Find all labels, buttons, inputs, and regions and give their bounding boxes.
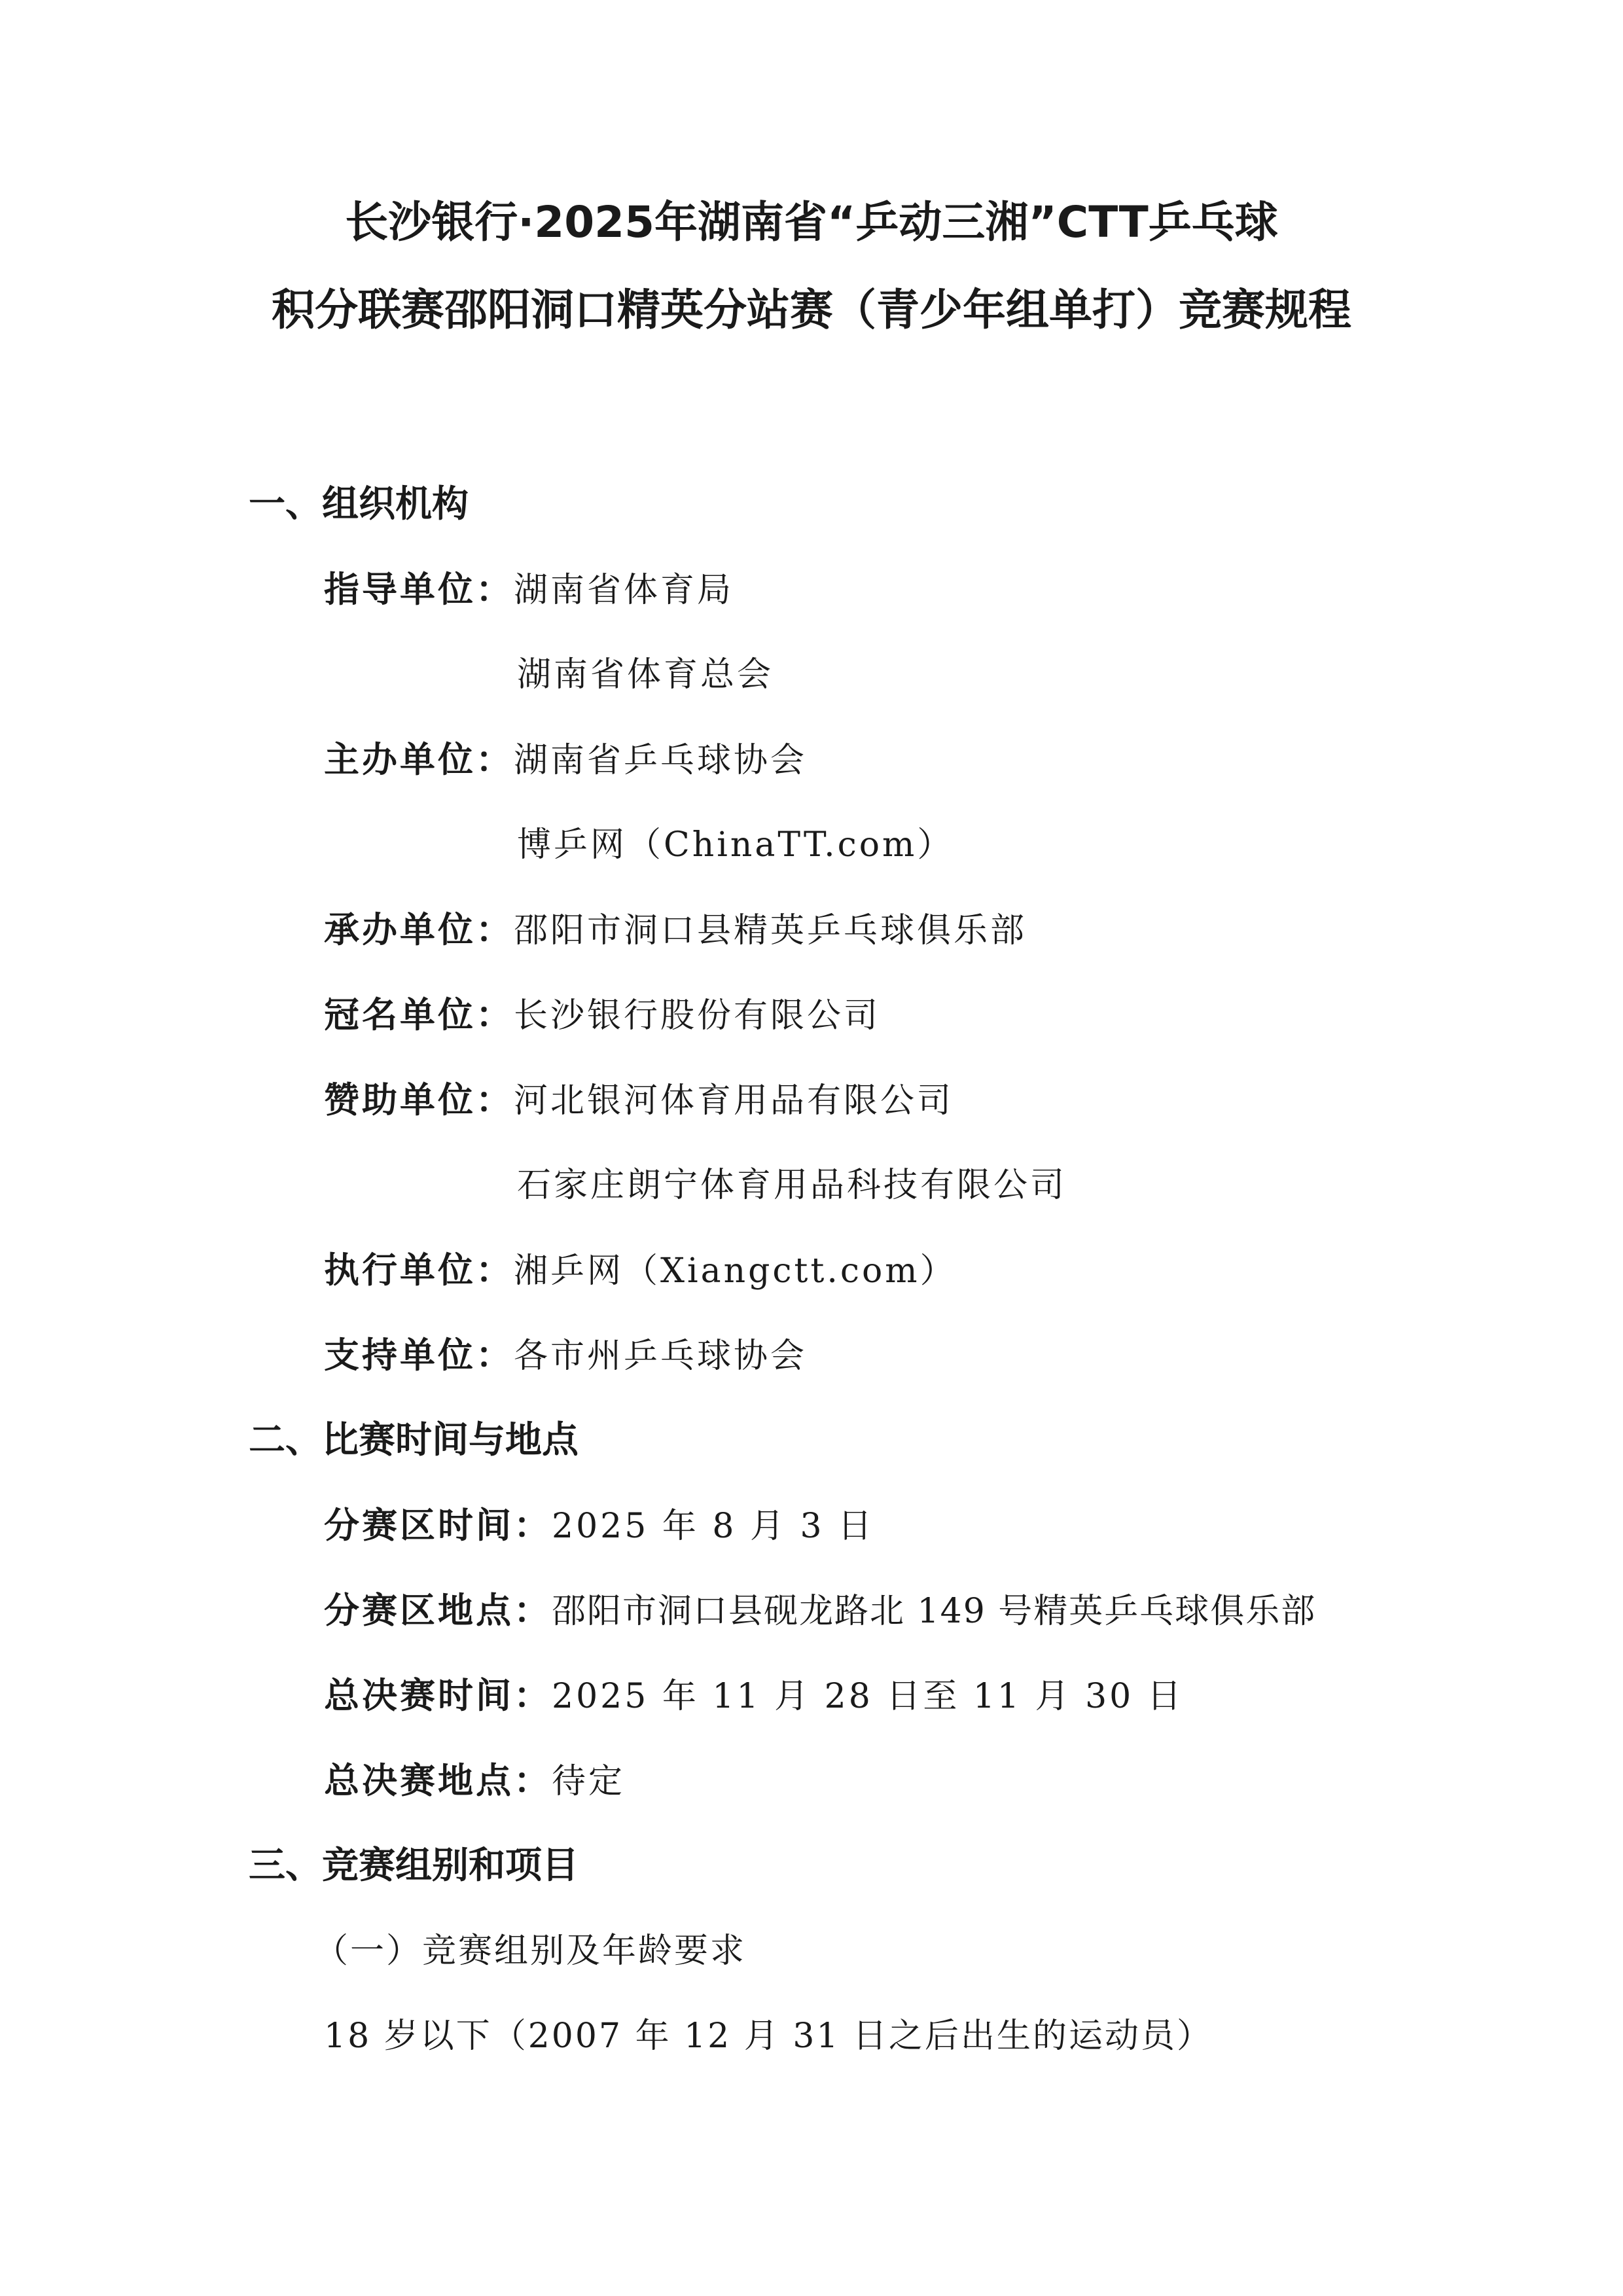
- division-place-row: [324, 1588, 1316, 1634]
- host-unit-row: [324, 737, 807, 783]
- guide-unit-value: 湖南省体育局: [514, 571, 734, 610]
- title-sponsor-value: 长沙银行股份有限公司: [514, 996, 881, 1035]
- sponsor-unit-value-2: 石家庄朗宁体育用品科技有限公司: [517, 1166, 1067, 1205]
- host-unit-value-2: 博乒网（ChinaTT.com）: [517, 825, 954, 865]
- division-time-label: 分赛区时间：: [324, 1505, 552, 1546]
- executor-unit-value: 湘乒网（Xiangctt.com）: [514, 1251, 957, 1291]
- organizer-unit-value: 邵阳市洞口县精英乒乓球俱乐部: [514, 911, 1027, 950]
- host-unit-value: 湖南省乒乓球协会: [514, 741, 808, 780]
- document-title-line-2: 积分联赛邵阳洞口精英分站赛（青少年组单打）竞赛规程: [272, 285, 1351, 335]
- subsection-group-age: （一）竞赛组别及年龄要求: [314, 1931, 747, 1971]
- supporter-unit-row: [324, 1333, 807, 1379]
- section-heading-organization: 一、组织机构: [249, 483, 469, 526]
- division-place-value: 邵阳市洞口县砚龙路北 149 号精英乒乓球俱乐部: [552, 1592, 1317, 1631]
- sponsor-unit-label: 赞助单位：: [324, 1079, 514, 1121]
- organizer-unit-row: [324, 907, 1027, 954]
- age-requirement: 18 岁以下（2007 年 12 月 31 日之后出生的运动员）: [324, 2017, 1213, 2056]
- final-time-row: [324, 1673, 1184, 1719]
- sponsor-unit-row: [324, 1077, 954, 1124]
- division-time-value: 2025 年 8 月 3 日: [552, 1507, 875, 1546]
- final-place-label: 总决赛地点：: [324, 1760, 552, 1801]
- section-heading-groups: 三、竞赛组别和项目: [249, 1844, 579, 1887]
- division-place-label: 分赛区地点：: [324, 1590, 552, 1631]
- final-time-label: 总决赛时间：: [324, 1675, 552, 1716]
- final-place-value: 待定: [552, 1762, 626, 1801]
- document-title-line-1: 长沙银行·2025年湖南省“乒动三湘”CTT乒乓球: [345, 197, 1278, 247]
- final-place-row: [324, 1758, 625, 1804]
- organizer-unit-label: 承办单位：: [324, 909, 514, 950]
- supporter-unit-value: 各市州乒乓球协会: [514, 1336, 808, 1376]
- final-time-value: 2025 年 11 月 28 日至 11 月 30 日: [552, 1677, 1184, 1716]
- supporter-unit-label: 支持单位：: [324, 1335, 514, 1376]
- executor-unit-label: 执行单位：: [324, 1249, 514, 1291]
- sponsor-unit-value: 河北银河体育用品有限公司: [514, 1081, 954, 1121]
- host-unit-label: 主办单位：: [324, 739, 514, 780]
- guide-unit-value-2: 湖南省体育总会: [517, 655, 774, 694]
- title-sponsor-label: 冠名单位：: [324, 994, 514, 1035]
- executor-unit-row: [324, 1247, 957, 1294]
- guide-unit-label: 指导单位：: [324, 569, 514, 610]
- division-time-row: [324, 1503, 874, 1549]
- title-sponsor-row: [324, 992, 880, 1039]
- section-heading-time-place: 二、比赛时间与地点: [249, 1419, 579, 1462]
- guide-unit-row: [324, 567, 734, 613]
